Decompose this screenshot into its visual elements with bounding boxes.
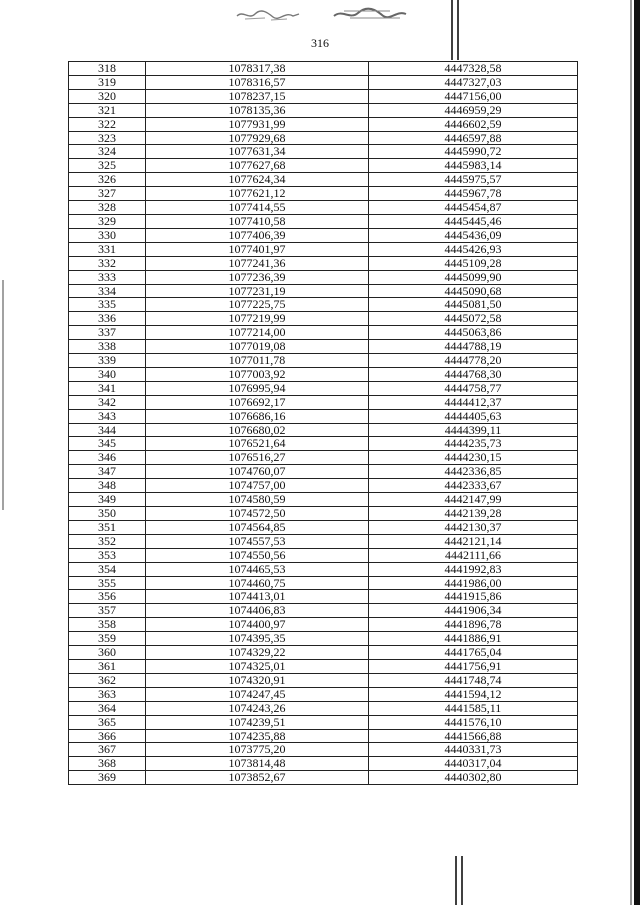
x-coordinate-cell: 1074564,85: [146, 520, 369, 534]
point-number-cell: 340: [69, 367, 146, 381]
point-number-cell: 368: [69, 757, 146, 771]
x-coordinate-cell: 1077003,92: [146, 367, 369, 381]
table-row: [69, 701, 578, 715]
table-row: [69, 298, 578, 312]
x-coordinate-cell: 1078237,15: [146, 89, 369, 103]
table-row: [69, 604, 578, 618]
table-row: [69, 520, 578, 534]
table-row: [69, 256, 578, 270]
x-coordinate-cell: 1073814,48: [146, 757, 369, 771]
table-row: [69, 632, 578, 646]
table-row: [69, 131, 578, 145]
y-coordinate-cell: 4444230,15: [369, 451, 578, 465]
point-number-cell: 366: [69, 729, 146, 743]
y-coordinate-cell: 4447328,58: [369, 62, 578, 76]
table-row: [69, 618, 578, 632]
point-number-cell: 344: [69, 423, 146, 437]
y-coordinate-cell: 4442336,85: [369, 465, 578, 479]
point-number-cell: 364: [69, 701, 146, 715]
x-coordinate-cell: 1077414,55: [146, 201, 369, 215]
point-number-cell: 345: [69, 437, 146, 451]
point-number-cell: 350: [69, 507, 146, 521]
table-row: [69, 507, 578, 521]
point-number-cell: 322: [69, 117, 146, 131]
x-coordinate-cell: 1077241,36: [146, 256, 369, 270]
y-coordinate-cell: 4441992,83: [369, 562, 578, 576]
point-number-cell: 330: [69, 228, 146, 242]
y-coordinate-cell: 4445436,09: [369, 228, 578, 242]
y-coordinate-cell: 4445454,87: [369, 201, 578, 215]
table-row: [69, 493, 578, 507]
binder-line-top: [450, 0, 462, 60]
table-row: [69, 451, 578, 465]
x-coordinate-cell: 1076686,16: [146, 409, 369, 423]
page-edge-right: [628, 0, 640, 905]
y-coordinate-cell: 4442130,37: [369, 520, 578, 534]
point-number-cell: 335: [69, 298, 146, 312]
x-coordinate-cell: 1077214,00: [146, 326, 369, 340]
table-row: [69, 75, 578, 89]
table-row: [69, 367, 578, 381]
point-number-cell: 355: [69, 576, 146, 590]
point-number-cell: 367: [69, 743, 146, 757]
y-coordinate-cell: 4444405,63: [369, 409, 578, 423]
point-number-cell: 336: [69, 312, 146, 326]
table-row: [69, 103, 578, 117]
coordinates-table: [68, 61, 578, 785]
y-coordinate-cell: 4440331,73: [369, 743, 578, 757]
table-row: [69, 214, 578, 228]
y-coordinate-cell: 4441748,74: [369, 673, 578, 687]
x-coordinate-cell: 1078316,57: [146, 75, 369, 89]
y-coordinate-cell: 4445967,78: [369, 187, 578, 201]
point-number-cell: 353: [69, 548, 146, 562]
point-number-cell: 354: [69, 562, 146, 576]
table-row: [69, 173, 578, 187]
point-number-cell: 329: [69, 214, 146, 228]
point-number-cell: 365: [69, 715, 146, 729]
x-coordinate-cell: 1074550,56: [146, 548, 369, 562]
page-edge-left: [0, 280, 8, 510]
y-coordinate-cell: 4441756,91: [369, 659, 578, 673]
y-coordinate-cell: 4447156,00: [369, 89, 578, 103]
x-coordinate-cell: 1074243,26: [146, 701, 369, 715]
x-coordinate-cell: 1074235,88: [146, 729, 369, 743]
table-row: [69, 326, 578, 340]
table-row: [69, 117, 578, 131]
table-row: [69, 228, 578, 242]
point-number-cell: 359: [69, 632, 146, 646]
table-row: [69, 270, 578, 284]
point-number-cell: 326: [69, 173, 146, 187]
y-coordinate-cell: 4444412,37: [369, 395, 578, 409]
coordinates-table-body: [69, 62, 578, 785]
point-number-cell: 321: [69, 103, 146, 117]
point-number-cell: 320: [69, 89, 146, 103]
x-coordinate-cell: 1074329,22: [146, 646, 369, 660]
table-row: [69, 548, 578, 562]
x-coordinate-cell: 1077627,68: [146, 159, 369, 173]
x-coordinate-cell: 1078317,38: [146, 62, 369, 76]
x-coordinate-cell: 1074247,45: [146, 687, 369, 701]
x-coordinate-cell: 1077236,39: [146, 270, 369, 284]
table-row: [69, 409, 578, 423]
x-coordinate-cell: 1076680,02: [146, 423, 369, 437]
point-number-cell: 349: [69, 493, 146, 507]
x-coordinate-cell: 1077631,34: [146, 145, 369, 159]
y-coordinate-cell: 4445090,68: [369, 284, 578, 298]
y-coordinate-cell: 4441896,78: [369, 618, 578, 632]
y-coordinate-cell: 4444778,20: [369, 354, 578, 368]
point-number-cell: 332: [69, 256, 146, 270]
table-row: [69, 201, 578, 215]
point-number-cell: 352: [69, 534, 146, 548]
x-coordinate-cell: 1073775,20: [146, 743, 369, 757]
x-coordinate-cell: 1077406,39: [146, 228, 369, 242]
x-coordinate-cell: 1074413,01: [146, 590, 369, 604]
table-row: [69, 687, 578, 701]
x-coordinate-cell: 1077231,19: [146, 284, 369, 298]
y-coordinate-cell: 4441566,88: [369, 729, 578, 743]
x-coordinate-cell: 1076521,64: [146, 437, 369, 451]
y-coordinate-cell: 4445081,50: [369, 298, 578, 312]
y-coordinate-cell: 4447327,03: [369, 75, 578, 89]
x-coordinate-cell: 1074325,01: [146, 659, 369, 673]
x-coordinate-cell: 1077410,58: [146, 214, 369, 228]
table-row: [69, 771, 578, 785]
y-coordinate-cell: 4446959,29: [369, 103, 578, 117]
y-coordinate-cell: 4441915,86: [369, 590, 578, 604]
x-coordinate-cell: 1074239,51: [146, 715, 369, 729]
table-row: [69, 242, 578, 256]
point-number-cell: 363: [69, 687, 146, 701]
point-number-cell: 328: [69, 201, 146, 215]
point-number-cell: 318: [69, 62, 146, 76]
y-coordinate-cell: 4441986,00: [369, 576, 578, 590]
x-coordinate-cell: 1077019,08: [146, 340, 369, 354]
table-row: [69, 646, 578, 660]
x-coordinate-cell: 1077624,34: [146, 173, 369, 187]
x-coordinate-cell: 1074760,07: [146, 465, 369, 479]
point-number-cell: 325: [69, 159, 146, 173]
x-coordinate-cell: 1074572,50: [146, 507, 369, 521]
x-coordinate-cell: 1077929,68: [146, 131, 369, 145]
x-coordinate-cell: 1074395,35: [146, 632, 369, 646]
point-number-cell: 351: [69, 520, 146, 534]
x-coordinate-cell: 1076692,17: [146, 395, 369, 409]
point-number-cell: 343: [69, 409, 146, 423]
point-number-cell: 338: [69, 340, 146, 354]
y-coordinate-cell: 4442121,14: [369, 534, 578, 548]
table-row: [69, 423, 578, 437]
y-coordinate-cell: 4445426,93: [369, 242, 578, 256]
table-row: [69, 729, 578, 743]
y-coordinate-cell: 4444758,77: [369, 381, 578, 395]
point-number-cell: 361: [69, 659, 146, 673]
y-coordinate-cell: 4445072,58: [369, 312, 578, 326]
y-coordinate-cell: 4442111,66: [369, 548, 578, 562]
point-number-cell: 341: [69, 381, 146, 395]
y-coordinate-cell: 4445099,90: [369, 270, 578, 284]
y-coordinate-cell: 4445063,86: [369, 326, 578, 340]
point-number-cell: 346: [69, 451, 146, 465]
x-coordinate-cell: 1077401,97: [146, 242, 369, 256]
point-number-cell: 348: [69, 479, 146, 493]
point-number-cell: 339: [69, 354, 146, 368]
x-coordinate-cell: 1073852,67: [146, 771, 369, 785]
y-coordinate-cell: 4444399,11: [369, 423, 578, 437]
y-coordinate-cell: 4442147,99: [369, 493, 578, 507]
table-row: [69, 354, 578, 368]
table-row: [69, 590, 578, 604]
point-number-cell: 342: [69, 395, 146, 409]
y-coordinate-cell: 4440317,04: [369, 757, 578, 771]
point-number-cell: 347: [69, 465, 146, 479]
y-coordinate-cell: 4442139,28: [369, 507, 578, 521]
y-coordinate-cell: 4444788,19: [369, 340, 578, 354]
binder-line-bottom: [454, 856, 466, 905]
table-row: [69, 284, 578, 298]
x-coordinate-cell: 1077011,78: [146, 354, 369, 368]
table-row: [69, 437, 578, 451]
y-coordinate-cell: 4445445,46: [369, 214, 578, 228]
table-row: [69, 381, 578, 395]
x-coordinate-cell: 1077931,99: [146, 117, 369, 131]
point-number-cell: 357: [69, 604, 146, 618]
y-coordinate-cell: 4445990,72: [369, 145, 578, 159]
x-coordinate-cell: 1074406,83: [146, 604, 369, 618]
table-row: [69, 562, 578, 576]
x-coordinate-cell: 1074320,91: [146, 673, 369, 687]
point-number-cell: 334: [69, 284, 146, 298]
x-coordinate-cell: 1074557,53: [146, 534, 369, 548]
x-coordinate-cell: 1074757,00: [146, 479, 369, 493]
point-number-cell: 331: [69, 242, 146, 256]
x-coordinate-cell: 1074460,75: [146, 576, 369, 590]
y-coordinate-cell: 4444235,73: [369, 437, 578, 451]
x-coordinate-cell: 1077219,99: [146, 312, 369, 326]
table-row: [69, 312, 578, 326]
table-row: [69, 534, 578, 548]
y-coordinate-cell: 4441585,11: [369, 701, 578, 715]
point-number-cell: 319: [69, 75, 146, 89]
y-coordinate-cell: 4445983,14: [369, 159, 578, 173]
point-number-cell: 356: [69, 590, 146, 604]
table-row: [69, 465, 578, 479]
table-row: [69, 576, 578, 590]
point-number-cell: 324: [69, 145, 146, 159]
y-coordinate-cell: 4444768,30: [369, 367, 578, 381]
table-row: [69, 743, 578, 757]
table-row: [69, 659, 578, 673]
x-coordinate-cell: 1076516,27: [146, 451, 369, 465]
point-number-cell: 337: [69, 326, 146, 340]
y-coordinate-cell: 4441765,04: [369, 646, 578, 660]
table-row: [69, 673, 578, 687]
point-number-cell: 333: [69, 270, 146, 284]
table-row: [69, 340, 578, 354]
table-row: [69, 479, 578, 493]
table-row: [69, 715, 578, 729]
x-coordinate-cell: 1077621,12: [146, 187, 369, 201]
x-coordinate-cell: 1078135,36: [146, 103, 369, 117]
x-coordinate-cell: 1074400,97: [146, 618, 369, 632]
point-number-cell: 369: [69, 771, 146, 785]
point-number-cell: 362: [69, 673, 146, 687]
y-coordinate-cell: 4441576,10: [369, 715, 578, 729]
y-coordinate-cell: 4442333,67: [369, 479, 578, 493]
y-coordinate-cell: 4445109,28: [369, 256, 578, 270]
table-row: [69, 62, 578, 76]
point-number-cell: 327: [69, 187, 146, 201]
y-coordinate-cell: 4445975,57: [369, 173, 578, 187]
y-coordinate-cell: 4446597,88: [369, 131, 578, 145]
table-row: [69, 145, 578, 159]
y-coordinate-cell: 4446602,59: [369, 117, 578, 131]
y-coordinate-cell: 4441594,12: [369, 687, 578, 701]
table-row: [69, 395, 578, 409]
page-number: 316: [311, 36, 329, 50]
x-coordinate-cell: 1074465,53: [146, 562, 369, 576]
table-row: [69, 89, 578, 103]
table-row: [69, 159, 578, 173]
stamp-mark-left: [235, 8, 301, 22]
x-coordinate-cell: 1077225,75: [146, 298, 369, 312]
x-coordinate-cell: 1076995,94: [146, 381, 369, 395]
table-row: [69, 187, 578, 201]
y-coordinate-cell: 4441906,34: [369, 604, 578, 618]
stamp-mark-right: [330, 6, 410, 22]
y-coordinate-cell: 4441886,91: [369, 632, 578, 646]
point-number-cell: 360: [69, 646, 146, 660]
x-coordinate-cell: 1074580,59: [146, 493, 369, 507]
y-coordinate-cell: 4440302,80: [369, 771, 578, 785]
table-row: [69, 757, 578, 771]
point-number-cell: 358: [69, 618, 146, 632]
point-number-cell: 323: [69, 131, 146, 145]
